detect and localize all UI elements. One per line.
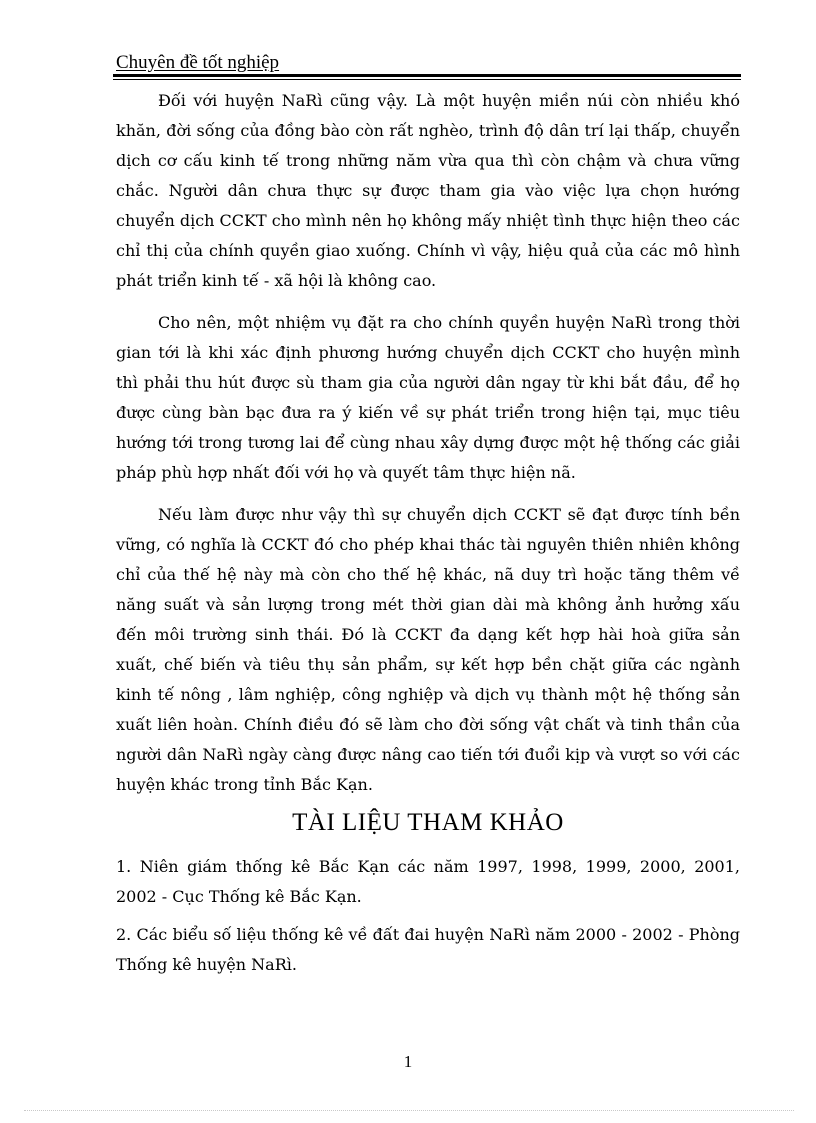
page-bottom-edge: [24, 1110, 794, 1111]
body-paragraph-3: Nếu làm được như vậy thì sự chuyển dịch CCKT sẽ đạt được tính bền vững, có nghĩa là CCKT đó cho phép khai thác tài nguyên thiên nhiên không chỉ của thế hệ này mà còn cho thế hệ khác, nã duy trì hoặc tăng thêm về năng suất và sản lượng trong mét thời gian dài mà không ảnh hưởng xấu đến môi trường sinh thái. Đó là CCKT đa dạng kết hợp hài hoà giữa sản xuất, chế biến và tiêu thụ sản phẩm, sự kết hợp bền chặt giữa các ngành kinh tế nông , lâm nghiệp, công nghiệp và dịch vụ thành một hệ thống sản xuất liên hoàn. Chính điều đó sẽ làm cho đời sống vật chất và tinh thần của người dân NaRì ngày càng được nâng cao tiến tới đuổi kịp và vượt so với các huyện khác trong tỉnh Bắc Kạn.: [116, 505, 740, 794]
reference-item-1: 1. Niên giám thống kê Bắc Kạn các năm 1997, 1998, 1999, 2000, 2001, 2002 - Cục Thống kê Bắc Kạn.: [116, 857, 740, 906]
header-rule-thick: [113, 74, 741, 77]
document-body: [116, 86, 740, 988]
body-paragraph-1: Đối với huyện NaRì cũng vậy. Là một huyện miền núi còn nhiều khó khăn, đời sống của đồng bào còn rất nghèo, trình độ dân trí lại thấp, chuyển dịch cơ cấu kinh tế trong những năm vừa qua thì còn chậm và chưa vững chắc. Người dân chưa thực sự được tham gia vào việc lựa chọn hướng chuyển dịch CCKT cho mình nên họ không mấy nhiệt tình thực hiện theo các chỉ thị của chính quyền giao xuống. Chính vì vậy, hiệu quả của các mô hình phát triển kinh tế - xã hội là không cao.: [116, 91, 740, 290]
header-rule-thin: [113, 79, 741, 80]
references-heading: TÀI LIỆU THAM KHẢO: [292, 809, 564, 836]
reference-item-2: 2. Các biểu số liệu thống kê về đất đai huyện NaRì năm 2000 - 2002 - Phòng Thống kê huyện NaRì.: [116, 925, 740, 974]
body-paragraph-2: Cho nên, một nhiệm vụ đặt ra cho chính quyền huyện NaRì trong thời gian tới là khi xác định phương hướng chuyển dịch CCKT cho huyện mình thì phải thu hút được sù tham gia của người dân ngay từ khi bắt đầu, để họ được cùng bàn bạc đưa ra ý kiến về sự phát triển trong hiện tại, mục tiêu hướng tới trong tương lai để cùng nhau xây dựng được một hệ thống các giải pháp phù hợp nhất đối với họ và quyết tâm thực hiện nã.: [116, 313, 740, 482]
page-number: 1: [403, 1052, 413, 1071]
page-header-title: Chuyên đề tốt nghiệp: [116, 52, 280, 73]
